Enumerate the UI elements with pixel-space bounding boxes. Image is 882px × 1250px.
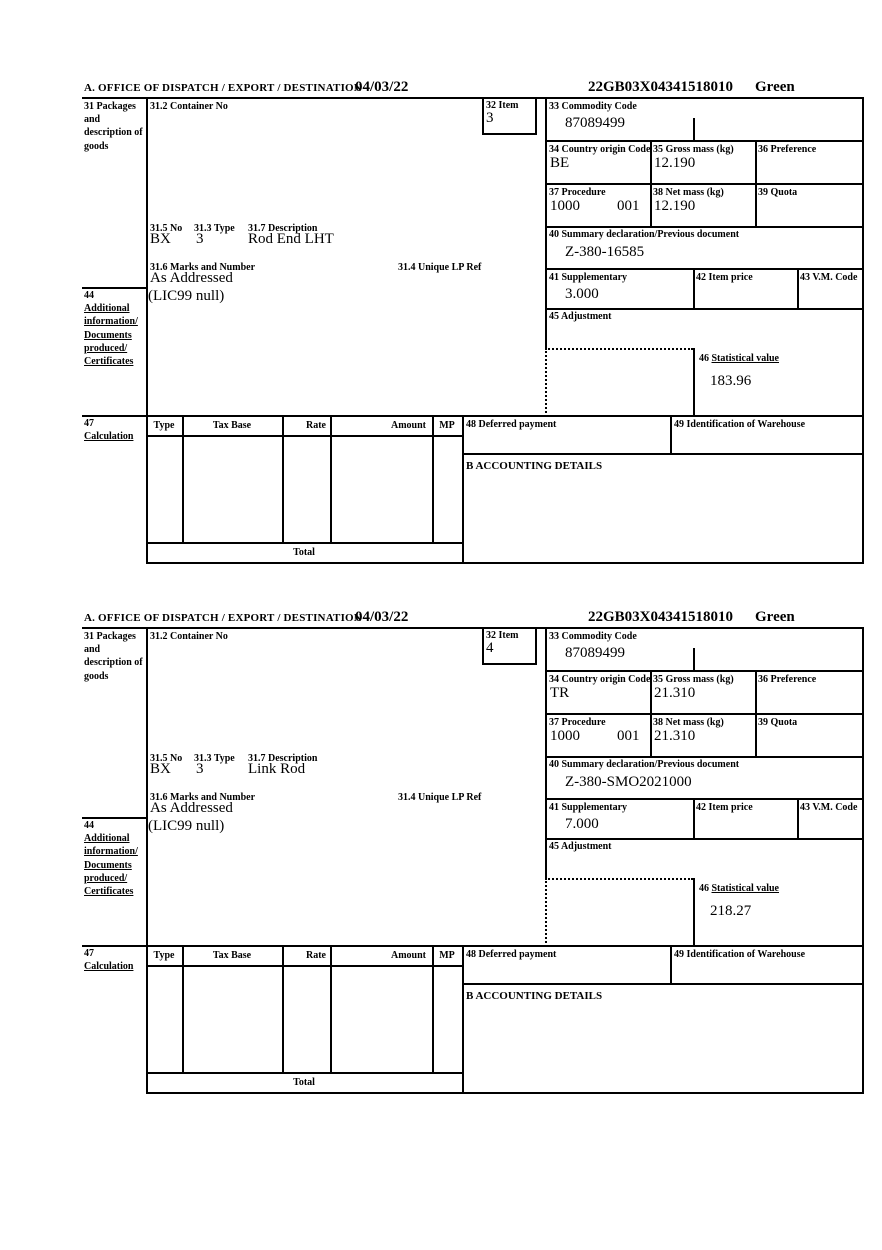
box-43-vm-code-label: 43 V.M. Code [800,802,858,813]
box-47-label [84,417,133,443]
accounting-details-label: B ACCOUNTING DETAILS [466,460,603,472]
calc-col-amount-header: Amount [390,420,426,431]
box-44-label [84,819,146,898]
box-31-4-unique-lp-ref-label: 31.4 Unique LP Ref [398,262,482,273]
calc-col-tax-base-header: Tax Base [212,420,252,431]
dotted-line-horizontal [545,878,693,880]
box-37-procedure-value-1: 1000 [550,728,580,744]
grid-line-row47-top [82,415,864,417]
box-38-net-mass-label: 38 Net mass (kg) [653,717,724,728]
calc-col-type-header: Type [153,950,175,961]
grid-line-col48-49 [670,945,672,985]
box-32-item-label: 32 Item [486,100,519,111]
box-49-warehouse-label: 49 Identification of Warehouse [674,419,806,430]
box-45-adjustment-label: 45 Adjustment [549,841,612,852]
grid-line-mid-vertical [545,627,547,880]
dotted-line-vertical [545,348,547,417]
grid-line-top [82,97,864,99]
calc-col-mp-header: MP [439,950,455,961]
grid-line-row47-top [82,945,864,947]
box-35-gross-mass-label: 35 Gross mass (kg) [653,144,734,155]
grid-line-box32-bottom [482,133,537,135]
box-31-5-no-value: BX [150,761,171,777]
box-34-country-origin-value: BE [550,155,570,171]
box-35-gross-mass-label: 35 Gross mass (kg) [653,674,734,685]
box-44-value: (LIC99 null) [148,288,225,304]
grid-line-box32-left [482,97,484,135]
box-34-country-origin-label: 34 Country origin Code [549,674,651,685]
box-41-supplementary-value: 7.000 [565,816,599,832]
box-31-label: 31 Packages and description of goods [84,631,143,682]
grid-line-calc-header [146,965,464,967]
box-38-net-mass-value: 12.190 [654,198,696,214]
grid-line-box33-bottom [545,670,864,672]
box-31-3-type-value: 3 [196,761,204,777]
box-31-2-container-no-label: 31.2 Container No [150,631,228,642]
box-36-preference-label: 36 Preference [758,674,817,685]
grid-line-box40-bottom [545,268,864,270]
box-46-statistical-value-label [699,352,779,365]
calc-col-amount-header: Amount [390,950,426,961]
box-46-label-text: Statistical value [711,353,779,364]
box-44-label-line: Documents [84,329,132,341]
box-46-label-text: Statistical value [711,883,779,894]
grid-line-box33-divider [693,648,695,670]
box-41-supplementary-value: 3.000 [565,286,599,302]
box-44-label-line: Certificates [84,355,134,367]
box-31-4-unique-lp-ref-label: 31.4 Unique LP Ref [398,792,482,803]
office-of-dispatch-label: A. OFFICE OF DISPATCH / EXPORT / DESTINATION [84,82,362,94]
declaration-reference-group [588,609,795,626]
box-39-quota-label: 39 Quota [758,717,798,728]
box-40-summary-declaration-value: Z-380-SMO2021000 [565,774,692,790]
box-33-commodity-code-value: 87089499 [565,115,625,131]
grid-line-bottom [146,1092,864,1094]
box-37-procedure-value-1: 1000 [550,198,580,214]
box-33-commodity-code-label: 33 Commodity Code [549,631,637,642]
grid-line-box33-bottom [545,140,864,142]
grid-line-row34-bottom [545,183,864,185]
declaration-reference: 22GB03X04341518010 [588,79,734,95]
box-31-7-description-label: 31.7 Description [248,223,318,234]
box-32-item-value: 4 [486,640,494,656]
grid-line-calc-header [146,435,464,437]
box-44-label-line: Additional [84,833,130,845]
box-32-item-value: 3 [486,110,494,126]
box-31-7-description-value: Rod End LHT [248,231,334,247]
calc-col-mp-header: MP [439,420,455,431]
box-37-procedure-label: 37 Procedure [549,717,606,728]
box-31-2-container-no-label: 31.2 Container No [150,101,228,112]
box-44-label-line: Additional [84,303,130,315]
calc-col-rate-header: Rate [306,950,326,961]
grid-line-right [862,97,864,564]
declaration-date: 04/03/22 [355,609,409,625]
box-33-commodity-code-label: 33 Commodity Code [549,101,637,112]
box-40-summary-declaration-label: 40 Summary declaration/Previous document [549,759,740,770]
grid-line-col41-42 [693,798,695,840]
grid-line-box46-left [693,348,695,417]
calc-col-type-header: Type [153,420,175,431]
box-48-deferred-payment-label: 48 Deferred payment [466,419,557,430]
box-31-6-marks-value: As Addressed [150,800,233,816]
box-46-statistical-value: 183.96 [710,373,752,389]
box-44-label-line: Certificates [84,885,134,897]
box-40-summary-declaration-value: Z-380-16585 [565,244,645,260]
box-44-number: 44 [84,820,94,831]
box-44-number: 44 [84,290,94,301]
box-44-value: (LIC99 null) [148,818,225,834]
box-37-procedure-value-2: 001 [617,198,640,214]
box-38-net-mass-value: 21.310 [654,728,696,744]
box-44-label-line: information/ [84,316,138,328]
box-31-6-marks-label: 31.6 Marks and Number [150,792,256,803]
box-49-warehouse-label: 49 Identification of Warehouse [674,949,806,960]
box-39-quota-label: 39 Quota [758,187,798,198]
grid-line-label-col [146,627,148,1094]
box-47-number: 47 [84,948,94,959]
box-42-item-price-label: 42 Item price [696,272,753,283]
grid-line-box32-right [535,97,537,135]
box-43-vm-code-label: 43 V.M. Code [800,272,858,283]
box-36-preference-label: 36 Preference [758,144,817,155]
grid-line-box33-divider [693,118,695,140]
sad-continuation-form [82,609,864,1094]
box-46-number: 46 [699,883,709,894]
grid-line-calc-bottom [146,1072,464,1074]
grid-line-col42-43 [797,798,799,840]
dotted-line-vertical [545,878,547,947]
box-31-6-marks-value: As Addressed [150,270,233,286]
box-31-label: 31 Packages and description of goods [84,101,143,152]
grid-line-box40-bottom [545,798,864,800]
calc-total-label: Total [293,547,315,558]
declaration-date: 04/03/22 [355,79,409,95]
grid-line-box32-left [482,627,484,665]
box-34-country-origin-value: TR [550,685,570,701]
box-47-label [84,947,133,973]
grid-line-box46-left [693,878,695,947]
box-35-gross-mass-value: 21.310 [654,685,696,701]
box-41-supplementary-label: 41 Supplementary [549,272,628,283]
accounting-details-label: B ACCOUNTING DETAILS [466,990,603,1002]
box-47-label-text: Calculation [84,961,134,973]
grid-line-right [862,627,864,1094]
box-31-5-no-label: 31.5 No [150,223,183,234]
grid-line-col35-36 [755,670,757,758]
box-35-gross-mass-value: 12.190 [654,155,696,171]
declaration-reference: 22GB03X04341518010 [588,609,734,625]
grid-line-label-col [146,97,148,564]
grid-line-bottom [146,562,864,564]
calc-total-label: Total [293,1077,315,1088]
grid-line-box32-bottom [482,663,537,665]
grid-line-row34-bottom [545,713,864,715]
box-32-item-label: 32 Item [486,630,519,641]
box-46-statistical-value-label [699,882,779,895]
box-47-label-text: Calculation [84,431,134,443]
box-31-3-type-value: 3 [196,231,204,247]
grid-line-col42-43 [797,268,799,310]
box-44-label-line: produced/ [84,342,128,354]
box-48-deferred-payment-label: 48 Deferred payment [466,949,557,960]
box-34-country-origin-label: 34 Country origin Code [549,144,651,155]
grid-line-row48-bottom [462,983,864,985]
calc-col-tax-base-header: Tax Base [212,950,252,961]
box-31-3-type-label: 31.3 Type [194,223,235,234]
box-31-5-no-label: 31.5 No [150,753,183,764]
declaration-reference-group [588,79,795,96]
box-46-number: 46 [699,353,709,364]
grid-line-row48-bottom [462,453,864,455]
box-38-net-mass-label: 38 Net mass (kg) [653,187,724,198]
box-40-summary-declaration-label: 40 Summary declaration/Previous document [549,229,740,240]
box-37-procedure-value-2: 001 [617,728,640,744]
box-31-5-no-value: BX [150,231,171,247]
box-33-commodity-code-value: 87089499 [565,645,625,661]
box-46-statistical-value: 218.27 [710,903,752,919]
box-31-7-description-value: Link Rod [248,761,306,777]
box-44-label-line: Documents [84,859,132,871]
grid-line-col35-36 [755,140,757,228]
office-of-dispatch-label: A. OFFICE OF DISPATCH / EXPORT / DESTINATION [84,612,362,624]
grid-line-calc-bottom [146,542,464,544]
box-37-procedure-label: 37 Procedure [549,187,606,198]
box-31-6-marks-label: 31.6 Marks and Number [150,262,256,273]
box-44-label [84,289,146,368]
routing-status: Green [755,609,795,625]
grid-line-col48-49 [670,415,672,455]
grid-line-mid-vertical [545,97,547,350]
box-44-label-line: produced/ [84,872,128,884]
calc-col-rate-header: Rate [306,420,326,431]
box-41-supplementary-label: 41 Supplementary [549,802,628,813]
routing-status: Green [755,79,795,95]
box-31-3-type-label: 31.3 Type [194,753,235,764]
box-47-number: 47 [84,418,94,429]
dotted-line-horizontal [545,348,693,350]
sad-continuation-form [82,79,864,564]
box-44-label-line: information/ [84,846,138,858]
box-45-adjustment-label: 45 Adjustment [549,311,612,322]
grid-line-box32-right [535,627,537,665]
box-31-7-description-label: 31.7 Description [248,753,318,764]
grid-line-top [82,627,864,629]
box-42-item-price-label: 42 Item price [696,802,753,813]
grid-line-col41-42 [693,268,695,310]
